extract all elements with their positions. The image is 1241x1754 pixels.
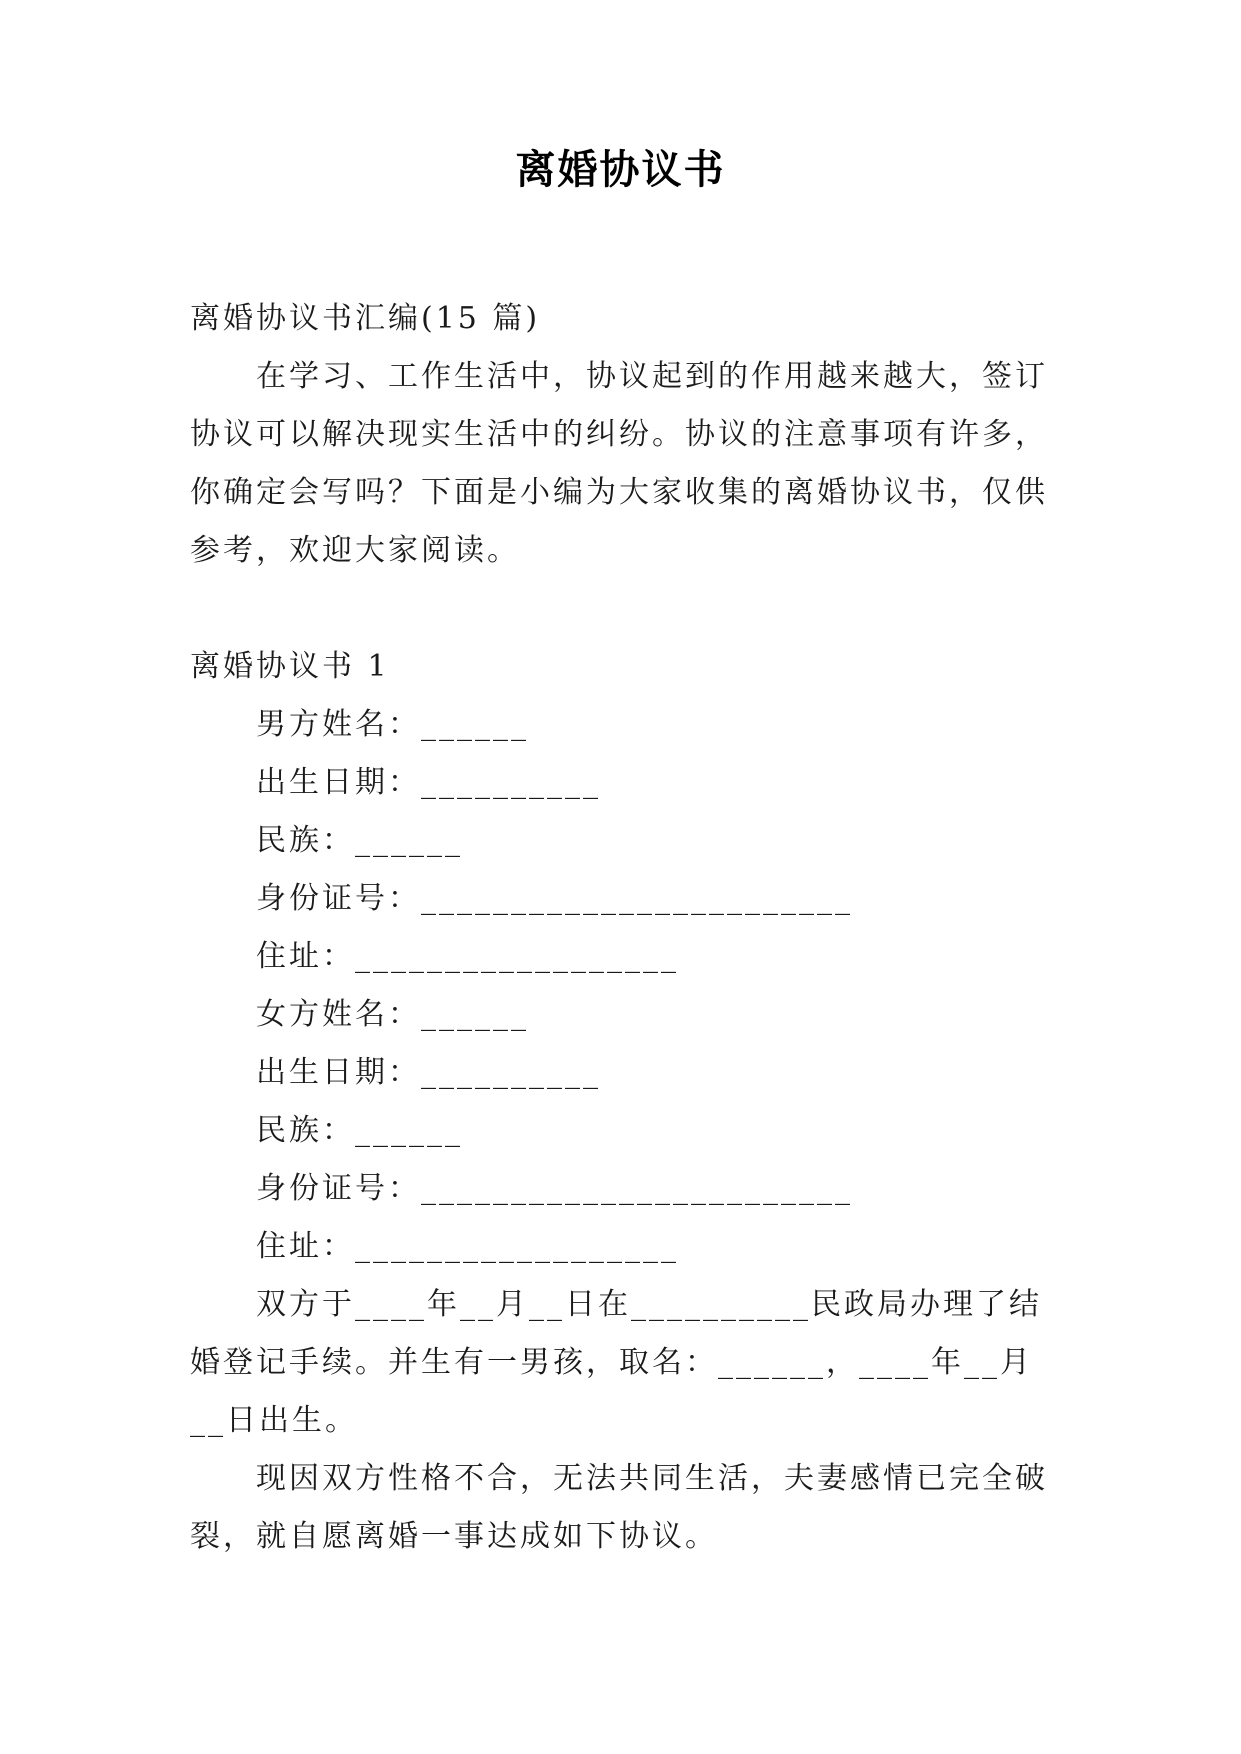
female-id-number-label: 身份证号： [256,1171,421,1206]
section-title: 离婚协议书 1 [190,649,390,684]
male-name-field [190,696,1060,754]
male-id-number-field [190,870,1060,928]
male-ethnicity-field [190,812,1060,870]
female-birthdate-label: 出生日期： [256,1055,421,1090]
female-address-field [190,1218,1060,1276]
marriage-paragraph: 双方于____年__月__日在__________民政局办理了结婚登记手续。并生有一男孩，取名：______，____年__月__日出生。 [190,1287,1042,1438]
female-ethnicity-field [190,1102,1060,1160]
female-id-number-blank: ________________________ [421,1171,853,1206]
reason-paragraph: 现因双方性格不合，无法共同生活，夫妻感情已完全破裂，就自愿离婚一事达成如下协议。 [190,1461,1048,1554]
female-birthdate-blank: __________ [421,1055,601,1090]
male-address-blank: __________________ [355,939,679,974]
female-name-label: 女方姓名： [256,997,421,1032]
female-id-number-field [190,1160,1060,1218]
male-id-number-label: 身份证号： [256,881,421,916]
male-name-label: 男方姓名： [256,707,421,742]
male-birthdate-field [190,754,1060,812]
intro-paragraph: 在学习、工作生活中，协议起到的作用越来越大，签订协议可以解决现实生活中的纠纷。协议的注意事项有许多，你确定会写吗？下面是小编为大家收集的离婚协议书，仅供参考，欢迎大家阅读。 [190,359,1048,568]
female-birthdate-field [190,1044,1060,1102]
male-address-label: 住址： [256,939,355,974]
male-ethnicity-label: 民族： [256,823,355,858]
female-name-blank: ______ [421,997,529,1032]
female-name-field [190,986,1060,1044]
document-body [190,290,1060,1566]
female-address-blank: __________________ [355,1229,679,1264]
male-address-field [190,928,1060,986]
male-birthdate-label: 出生日期： [256,765,421,800]
male-ethnicity-blank: ______ [355,823,463,858]
female-ethnicity-label: 民族： [256,1113,355,1148]
paragraph-spacer [190,580,1060,638]
document-title: 离婚协议书 [515,146,726,193]
female-ethnicity-blank: ______ [355,1113,463,1148]
female-address-label: 住址： [256,1229,355,1264]
male-id-number-blank: ________________________ [421,881,853,916]
document-subtitle: 离婚协议书汇编(15 篇) [190,301,541,336]
male-name-blank: ______ [421,707,529,742]
male-birthdate-blank: __________ [421,765,601,800]
